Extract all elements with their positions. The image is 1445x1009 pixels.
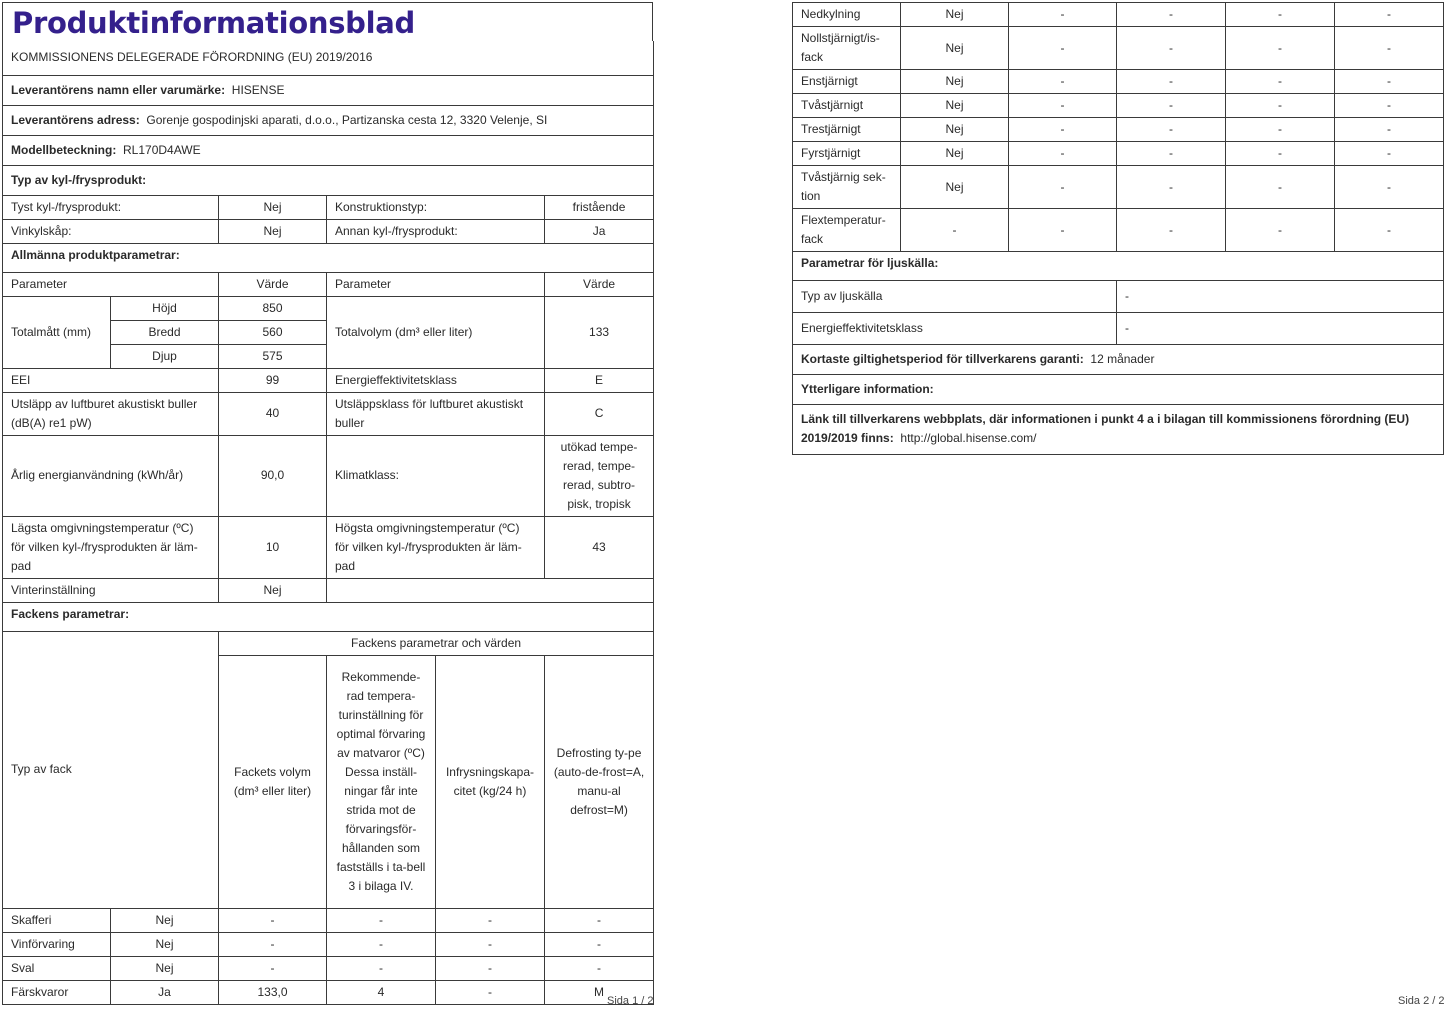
compartment-temp: - [1117, 94, 1226, 118]
max-temp-value: 43 [545, 516, 654, 578]
compartment-present: Nej [901, 27, 1009, 70]
table-row [3, 956, 654, 980]
compartment-freeze: - [1226, 209, 1335, 252]
compartment-freeze: - [1226, 142, 1335, 166]
construction-label: Konstruktionstyp: [327, 195, 545, 219]
general-heading: Allmänna produktparametrar: [3, 243, 654, 272]
noise-class-label: Utsläppsklass för luftburet akustiskt buller [327, 392, 545, 435]
model-value: RL170D4AWE [123, 142, 201, 157]
compartment-name: Skafferi [3, 908, 111, 932]
noise-label: Utsläpp av luftburet akustiskt buller (dB(A) re1 pW) [3, 392, 219, 435]
compartment-present: Nej [111, 956, 219, 980]
table-row [793, 118, 1444, 142]
construction-value: fristående [545, 195, 654, 219]
compartment-temp: - [327, 908, 436, 932]
compartment-temp: - [327, 956, 436, 980]
compartment-table-continued [792, 2, 1444, 455]
page-2 [792, 2, 1443, 455]
light-class-label: Energieffektivitetsklass [793, 313, 1117, 345]
compartment-volume: - [1009, 94, 1117, 118]
col-temp-header: Rekommende-rad tempera-turinställning för optimal förvaring av matvaror (ºC) Dessa inställ-ningar får inte strida mot de förvaringsför-hållanden som fastställs i ta-bell 3 i bilaga IV. [327, 655, 436, 908]
page-2-footer: Sida 2 / 2 [1398, 995, 1445, 1007]
compartment-volume: - [1009, 118, 1117, 142]
compartment-temp: - [1117, 209, 1226, 252]
website-link[interactable]: http://global.hisense.com/ [900, 431, 1037, 445]
compartment-temp: - [1117, 142, 1226, 166]
compartment-present: Nej [901, 94, 1009, 118]
min-temp-label: Lägsta omgivningstemperatur (ºC) för vilken kyl-/frysprodukten är läm-pad [3, 516, 219, 578]
compartment-present: - [901, 209, 1009, 252]
eei-label: EEI [3, 368, 219, 392]
compartment-present: Nej [901, 3, 1009, 27]
compartment-freeze: - [1226, 118, 1335, 142]
compartment-temp: - [1117, 166, 1226, 209]
light-type-label: Typ av ljuskälla [793, 281, 1117, 313]
energy-class-value: E [545, 368, 654, 392]
compartment-volume: - [1009, 27, 1117, 70]
compartment-volume: - [1009, 142, 1117, 166]
other-label: Annan kyl-/frysprodukt: [327, 219, 545, 243]
supplier-address-row [3, 105, 654, 135]
compartment-volume: - [1009, 70, 1117, 94]
type-heading: Typ av kyl-/frysprodukt: [3, 165, 654, 195]
compartment-defrost: - [1335, 142, 1444, 166]
col-param-header-2: Parameter [327, 272, 545, 296]
compartment-defrost: - [1335, 118, 1444, 142]
compartment-temp: - [327, 932, 436, 956]
compartment-freeze: - [1226, 3, 1335, 27]
compartment-freeze: - [1226, 70, 1335, 94]
max-temp-label: Högsta omgivningstemperatur (ºC) för vilken kyl-/frysprodukten är läm-pad [327, 516, 545, 578]
document-title: Produktinformationsblad [12, 6, 416, 40]
eei-value: 99 [219, 368, 327, 392]
height-label: Höjd [111, 296, 219, 320]
link-label: Länk till tillverkarens webbplats, där informationen i punkt 4 a i bilagan till kommissionens förordning (EU) 2019/2019 finns: [801, 412, 1410, 445]
compartment-freeze: - [436, 980, 545, 1004]
light-type-value: - [1117, 281, 1444, 313]
table-row [793, 166, 1444, 209]
warranty-label: Kortaste giltighetsperiod för tillverkarens garanti: [801, 352, 1084, 366]
compartment-volume: 133,0 [219, 980, 327, 1004]
page-1 [2, 2, 653, 1005]
compartment-name: Fyrstjärnigt [793, 142, 901, 166]
compartment-temp: - [1117, 27, 1226, 70]
compartment-defrost: - [1335, 209, 1444, 252]
quiet-label: Tyst kyl-/frysprodukt: [3, 195, 219, 219]
compartment-temp: 4 [327, 980, 436, 1004]
energy-class-label: Energieffektivitetsklass [327, 368, 545, 392]
compartment-heading: Fackens parametrar: [3, 602, 654, 631]
compartment-type-label: Typ av fack [3, 631, 219, 908]
table-row [3, 980, 654, 1004]
page-1-footer: Sida 1 / 2 [607, 995, 654, 1007]
compartment-freeze: - [1226, 94, 1335, 118]
compartment-defrost: - [1335, 70, 1444, 94]
depth-value: 575 [219, 344, 327, 368]
compartment-freeze: - [1226, 166, 1335, 209]
col-value-header-2: Värde [545, 272, 654, 296]
supplier-name-row [3, 75, 654, 105]
compartment-freeze: - [436, 932, 545, 956]
table-row [793, 27, 1444, 70]
compartment-defrost: - [545, 956, 654, 980]
compartment-defrost: - [545, 908, 654, 932]
winter-value: Nej [219, 578, 327, 602]
wine-value: Nej [219, 219, 327, 243]
model-label: Modellbeteckning: [11, 142, 117, 157]
dimensions-label: Totalmått (mm) [3, 296, 111, 368]
compartment-name: Nollstjärnigt/is-fack [793, 27, 901, 70]
compartment-temp: - [1117, 3, 1226, 27]
compartment-name: Nedkylning [793, 3, 901, 27]
product-info-table [2, 41, 654, 1005]
compartment-name: Trestjärnigt [793, 118, 901, 142]
compartment-freeze: - [436, 956, 545, 980]
light-heading: Parametrar för ljuskälla: [793, 252, 1444, 281]
compartment-present: Nej [901, 166, 1009, 209]
compartment-defrost: - [1335, 166, 1444, 209]
compartment-volume: - [1009, 3, 1117, 27]
table-row [793, 70, 1444, 94]
table-row [793, 209, 1444, 252]
col-volume-header: Fackets volym (dm³ eller liter) [219, 655, 327, 908]
compartment-present: Nej [111, 908, 219, 932]
quiet-value: Nej [219, 195, 327, 219]
title-block [2, 2, 653, 41]
width-label: Bredd [111, 320, 219, 344]
wine-label: Vinkylskåp: [3, 219, 219, 243]
compartment-present: Nej [901, 70, 1009, 94]
total-volume-label: Totalvolym (dm³ eller liter) [327, 296, 545, 368]
height-value: 850 [219, 296, 327, 320]
compartment-temp: - [1117, 118, 1226, 142]
compartment-present: Nej [111, 932, 219, 956]
compartment-volume: - [219, 956, 327, 980]
compartment-present: Ja [111, 980, 219, 1004]
col-defrost-header: Defrosting ty-pe (auto-de-frost=A, manu-al defrost=M) [545, 655, 654, 908]
supplier-name-label: Leverantörens namn eller varumärke: [11, 82, 226, 97]
warranty-row [793, 345, 1444, 375]
depth-label: Djup [111, 344, 219, 368]
compartment-defrost: - [1335, 94, 1444, 118]
supplier-address-label: Leverantörens adress: [11, 112, 140, 127]
noise-value: 40 [219, 392, 327, 435]
compartment-volume: - [1009, 166, 1117, 209]
compartment-freeze: - [1226, 27, 1335, 70]
table-row [3, 908, 654, 932]
min-temp-value: 10 [219, 516, 327, 578]
col-value-header: Värde [219, 272, 327, 296]
compartment-present: Nej [901, 142, 1009, 166]
compartment-params-header: Fackens parametrar och värden [219, 631, 654, 655]
table-row [793, 3, 1444, 27]
climate-label: Klimatklass: [327, 435, 545, 516]
model-row [3, 135, 654, 165]
compartment-defrost: - [1335, 3, 1444, 27]
compartment-name: Enstjärnigt [793, 70, 901, 94]
noise-class-value: C [545, 392, 654, 435]
compartment-name: Sval [3, 956, 111, 980]
width-value: 560 [219, 320, 327, 344]
compartment-volume: - [219, 932, 327, 956]
empty-cell [327, 578, 654, 602]
compartment-name: Färskvaror [3, 980, 111, 1004]
annual-energy-value: 90,0 [219, 435, 327, 516]
table-row [793, 94, 1444, 118]
compartment-defrost: M [545, 980, 654, 1004]
compartment-defrost: - [545, 932, 654, 956]
light-class-value: - [1117, 313, 1444, 345]
compartment-name: Tvåstjärnigt [793, 94, 901, 118]
compartment-name: Vinförvaring [3, 932, 111, 956]
compartment-volume: - [219, 908, 327, 932]
col-freeze-header: Infrysningskapa-citet (kg/24 h) [436, 655, 545, 908]
compartment-present: Nej [901, 118, 1009, 142]
col-param-header: Parameter [3, 272, 219, 296]
supplier-address-value: Gorenje gospodinjski aparati, d.o.o., Partizanska cesta 12, 3320 Velenje, SI [146, 112, 548, 127]
table-row [793, 142, 1444, 166]
compartment-freeze: - [436, 908, 545, 932]
other-value: Ja [545, 219, 654, 243]
compartment-temp: - [1117, 70, 1226, 94]
compartment-name: Tvåstjärnig sek-tion [793, 166, 901, 209]
additional-heading: Ytterligare information: [793, 375, 1444, 405]
regulation-text: KOMMISSIONENS DELEGERADE FÖRORDNING (EU) 2019/2016 [3, 41, 654, 75]
annual-energy-label: Årlig energianvändning (kWh/år) [3, 435, 219, 516]
supplier-name-value: HISENSE [231, 82, 285, 97]
link-row [793, 405, 1444, 455]
compartment-volume: - [1009, 209, 1117, 252]
compartment-defrost: - [1335, 27, 1444, 70]
table-row [3, 932, 654, 956]
climate-value: utökad tempe-rerad, tempe-rerad, subtro-pisk, tropisk [545, 435, 654, 516]
total-volume-value: 133 [545, 296, 654, 368]
warranty-value: 12 månader [1090, 352, 1155, 366]
compartment-name: Flextemperatur-fack [793, 209, 901, 252]
winter-label: Vinterinställning [3, 578, 219, 602]
